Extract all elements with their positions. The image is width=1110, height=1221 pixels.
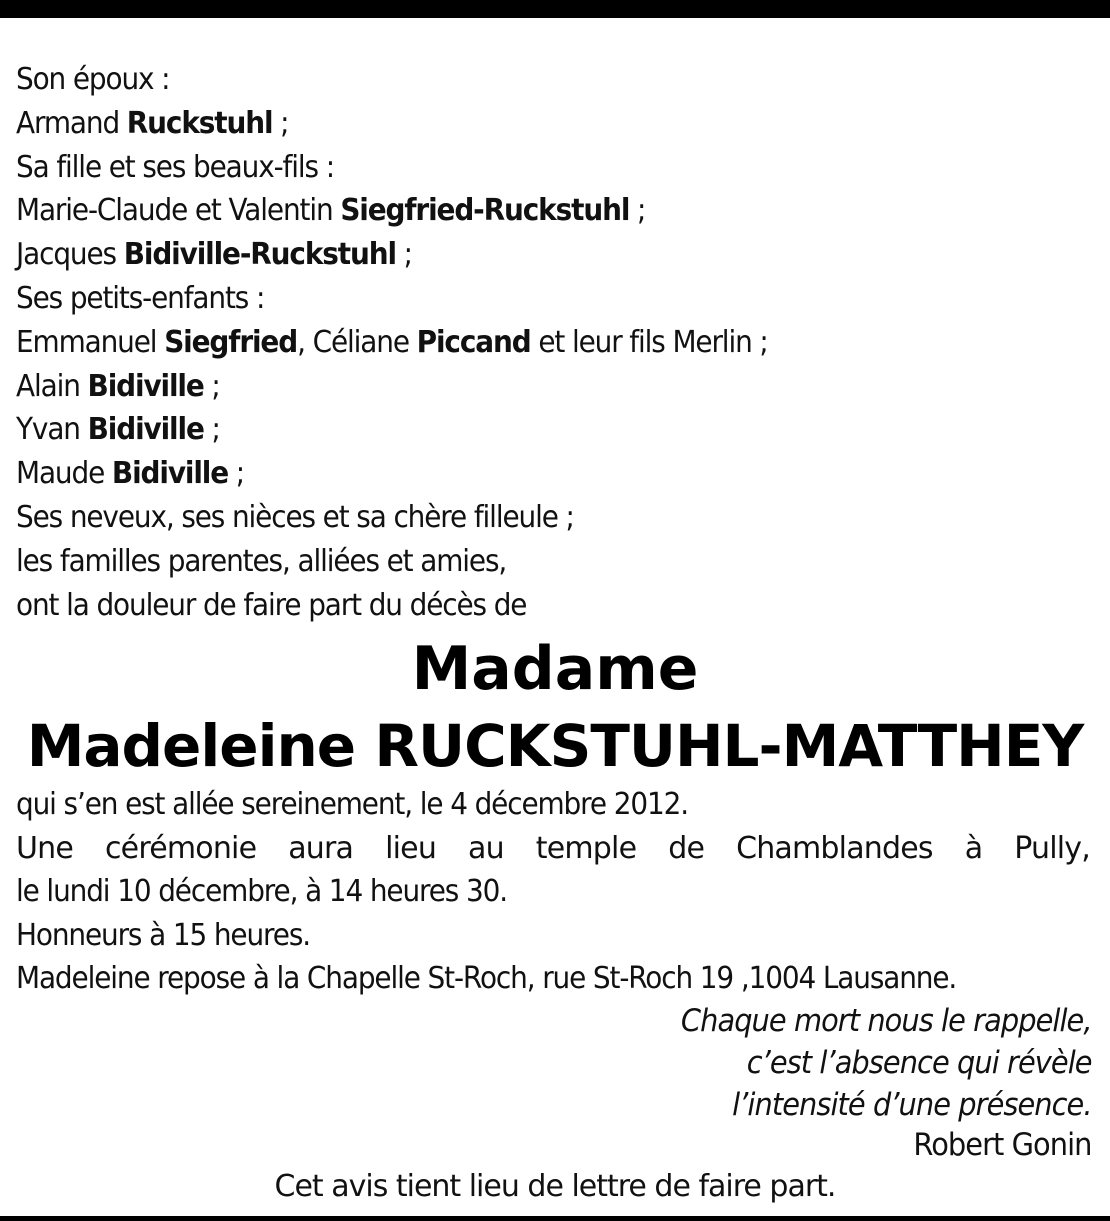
ceremony-word: Pully, — [1014, 830, 1090, 866]
spouse-heading: Son époux : — [16, 62, 170, 97]
grandchild-1-first-name: Emmanuel — [16, 324, 157, 360]
deceased-title: Madame — [411, 634, 699, 704]
spouse-line — [16, 102, 1020, 146]
quote-line-2: c’est l’absence qui révèle — [747, 1045, 1092, 1081]
child-1-first-names: Marie-Claude et Valentin — [16, 193, 333, 229]
ceremony-word: cérémonie — [104, 830, 257, 866]
grandchild-line-1 — [16, 321, 1020, 365]
grandchild-line-3 — [16, 408, 1020, 452]
grandchild-1-last-name: Siegfried — [164, 324, 298, 360]
grandchildren-heading: Ses petits-enfants : — [16, 280, 265, 316]
grandchild-2-first-name: Alain — [16, 368, 80, 404]
ceremony-word: temple — [535, 830, 637, 866]
family-list — [16, 58, 1096, 627]
grandchild-1-partner-last-name: Piccand — [416, 324, 531, 360]
ceremony-word: de — [668, 830, 705, 866]
ceremony-word: Une — [16, 830, 74, 866]
bottom-rule — [0, 1216, 1110, 1221]
announcement-line: ont la douleur de faire part du décès de — [16, 587, 527, 623]
grandchild-line-1-end: et leur fils Merlin ; — [530, 324, 768, 360]
child-line-1-end: ; — [629, 193, 646, 229]
child-1-last-name: Siegfried-Ruckstuhl — [340, 193, 630, 229]
spouse-last-name: Ruckstuhl — [126, 105, 273, 141]
quote-author: Robert Gonin — [913, 1127, 1092, 1163]
deceased-full-name: Madeleine RUCKSTUHL-MATTHEY — [26, 712, 1084, 780]
ceremony-word: au — [468, 830, 504, 866]
grandchild-4-first-name: Maude — [16, 456, 105, 492]
children-heading: Sa fille et ses beaux-fils : — [16, 149, 334, 185]
top-rule — [0, 0, 1110, 18]
passed-line: qui s’en est allée sereinement, le 4 décembre 2012. — [16, 787, 688, 822]
ceremony-line-1-wrap — [16, 827, 1090, 871]
ceremony-word: lieu — [385, 830, 437, 866]
child-line-1 — [16, 189, 1020, 233]
child-2-first-name: Jacques — [16, 237, 116, 273]
grandchild-line-4 — [16, 452, 1020, 496]
funeral-details — [16, 783, 1090, 1001]
closing-note: Cet avis tient lieu de lettre de faire part. — [274, 1169, 836, 1204]
child-line-2-end: ; — [395, 237, 412, 273]
grandchild-line-3-end: ; — [203, 412, 220, 448]
ceremony-line-2: le lundi 10 décembre, à 14 heures 30. — [16, 874, 508, 909]
spouse-first-name: Armand — [16, 105, 120, 141]
grandchild-1-partner-first-name: , Céliane — [297, 324, 409, 360]
grandchild-line-2 — [16, 365, 1020, 409]
grandchild-3-last-name: Bidiville — [87, 412, 204, 448]
nephews-line: Ses neveux, ses nièces et sa chère filleule ; — [16, 499, 574, 535]
grandchild-line-4-end: ; — [228, 456, 245, 492]
rests-line: Madeleine repose à la Chapelle St-Roch, rue St-Roch 19 ,1004 Lausanne. — [16, 961, 957, 996]
grandchild-4-last-name: Bidiville — [111, 456, 229, 492]
ceremony-word: aura — [288, 830, 354, 866]
grandchild-3-first-name: Yvan — [16, 412, 80, 448]
grandchild-2-last-name: Bidiville — [87, 368, 204, 404]
memorial-quote — [681, 1000, 1092, 1126]
child-2-last-name: Bidiville-Ruckstuhl — [123, 237, 396, 273]
families-line: les familles parentes, alliées et amies, — [16, 543, 507, 579]
spouse-line-end: ; — [272, 105, 289, 141]
quote-line-1: Chaque mort nous le rappelle, — [681, 1003, 1092, 1039]
honours-line: Honneurs à 15 heures. — [16, 917, 310, 953]
ceremony-word: à — [964, 830, 983, 866]
quote-line-3: l’intensité d’une présence. — [732, 1087, 1092, 1123]
child-line-2 — [16, 233, 1020, 277]
ceremony-line-1 — [16, 827, 1090, 871]
ceremony-word: Chamblandes — [736, 830, 933, 866]
grandchild-line-2-end: ; — [203, 368, 220, 404]
